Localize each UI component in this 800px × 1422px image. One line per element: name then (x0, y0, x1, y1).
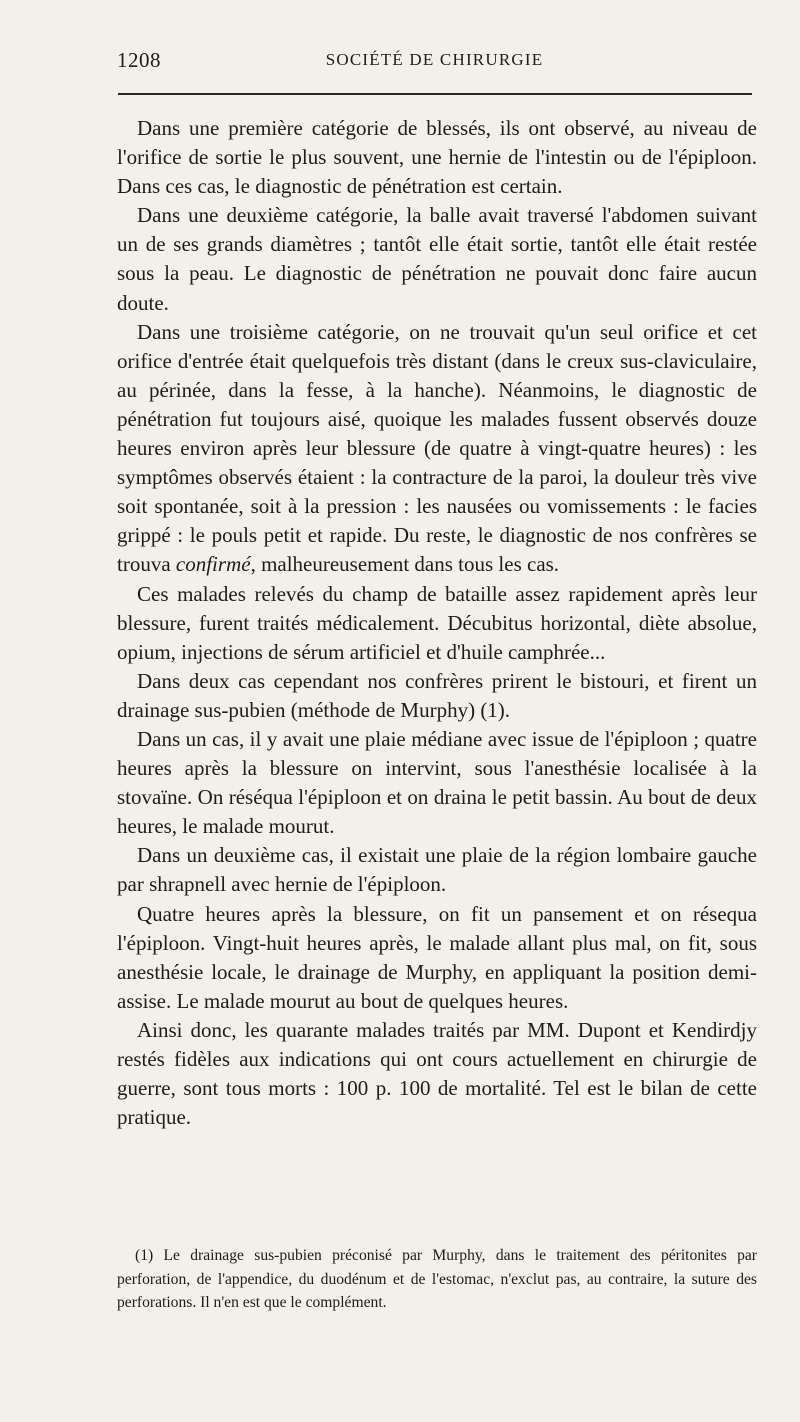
page-header (117, 48, 752, 78)
paragraph-2: Dans une deuxième catégorie, la balle avait traversé l'abdomen suivant un de ses grands diamètres ; tantôt elle était sortie, tantôt elle était restée sous la peau. Le diagnostic de pénétration ne pouvait donc faire aucun doute. (117, 203, 757, 315)
paragraph-8: Quatre heures après la blessure, on fit un pansement et on résequa l'épiploon. Vingt-huit heures après, le malade allant plus mal, on fit, sous anesthésie locale, le drainage de Murphy, en appliquant la position demi-assise. Le malade mourut au bout de quelques heures. (117, 901, 757, 1013)
paragraph-5: Dans deux cas cependant nos confrères prirent le bistouri, et firent un drainage sus-pubien (méthode de Murphy) (1). (117, 668, 757, 722)
paragraph-1: Dans une première catégorie de blessés, ils ont observé, au niveau de l'orifice de sortie le plus souvent, une hernie de l'intestin ou de l'épiploon. Dans ces cas, le diagnostic de pénétration est certain. (117, 116, 757, 199)
page-number: 1208 (117, 48, 161, 72)
running-head: SOCIÉTÉ DE CHIRURGIE (325, 50, 544, 69)
paragraph-6: Dans un cas, il y avait une plaie médiane avec issue de l'épiploon ; quatre heures après la blessure on intervint, sous l'anesthésie localisée à la stovaïne. On réséqua l'épiploon et on draina le petit bassin. Au bout de deux heures, le malade mourut. (117, 726, 757, 839)
paragraph-3: Dans une troisième catégorie, on ne trouvait qu'un seul orifice et cet orifice d'entrée était quelquefois très distant (dans le creux sus-claviculaire, au périnée, dans la fesse, à la hanche). Néanmoins, le diagnostic de pénétration fut toujours aisé, quoique les malades fussent observés douze heures environ après leur blessure (de quatre à vingt-quatre heures) : les symptômes observés étaient : la contracture de la paroi, la douleur très vive soit spontanée, soit à la pression : les nausées ou vomissements : le facies grippé : le pouls petit et rapide. Du reste, le diagnostic de nos confrères se trouva confirmé, malheureusement dans tous les cas. (117, 319, 757, 577)
footnote-text: (1) Le drainage sus-pubien préconisé par Murphy, dans le traitement des péritonites par perforation, de l'appendice, du duodénum et de l'estomac, n'exclut pas, au contraire, la suture des perforations. Il n'en est que le complément. (117, 1247, 757, 1311)
paragraph-9: Ainsi donc, les quarante malades traités par MM. Dupont et Kendirdjy restés fidèles aux indications qui ont cours actuellement en chirurgie de guerre, sont tous morts : 100 p. 100 de mortalité. Tel est le bilan de cette pratique. (117, 1017, 757, 1130)
footnote (117, 1244, 757, 1315)
paragraph-7: Dans un deuxième cas, il existait une plaie de la région lombaire gauche par shrapnell avec hernie de l'épiploon. (117, 843, 757, 897)
header-rule (118, 93, 752, 95)
italic-word: confirmé (175, 552, 251, 577)
paragraph-4: Ces malades relevés du champ de bataille assez rapidement après leur blessure, furent traités médicalement. Décubitus horizontal, diète absolue, opium, injections de sérum artificiel et d'huile camphrée... (117, 581, 757, 664)
body-text (117, 114, 757, 1132)
